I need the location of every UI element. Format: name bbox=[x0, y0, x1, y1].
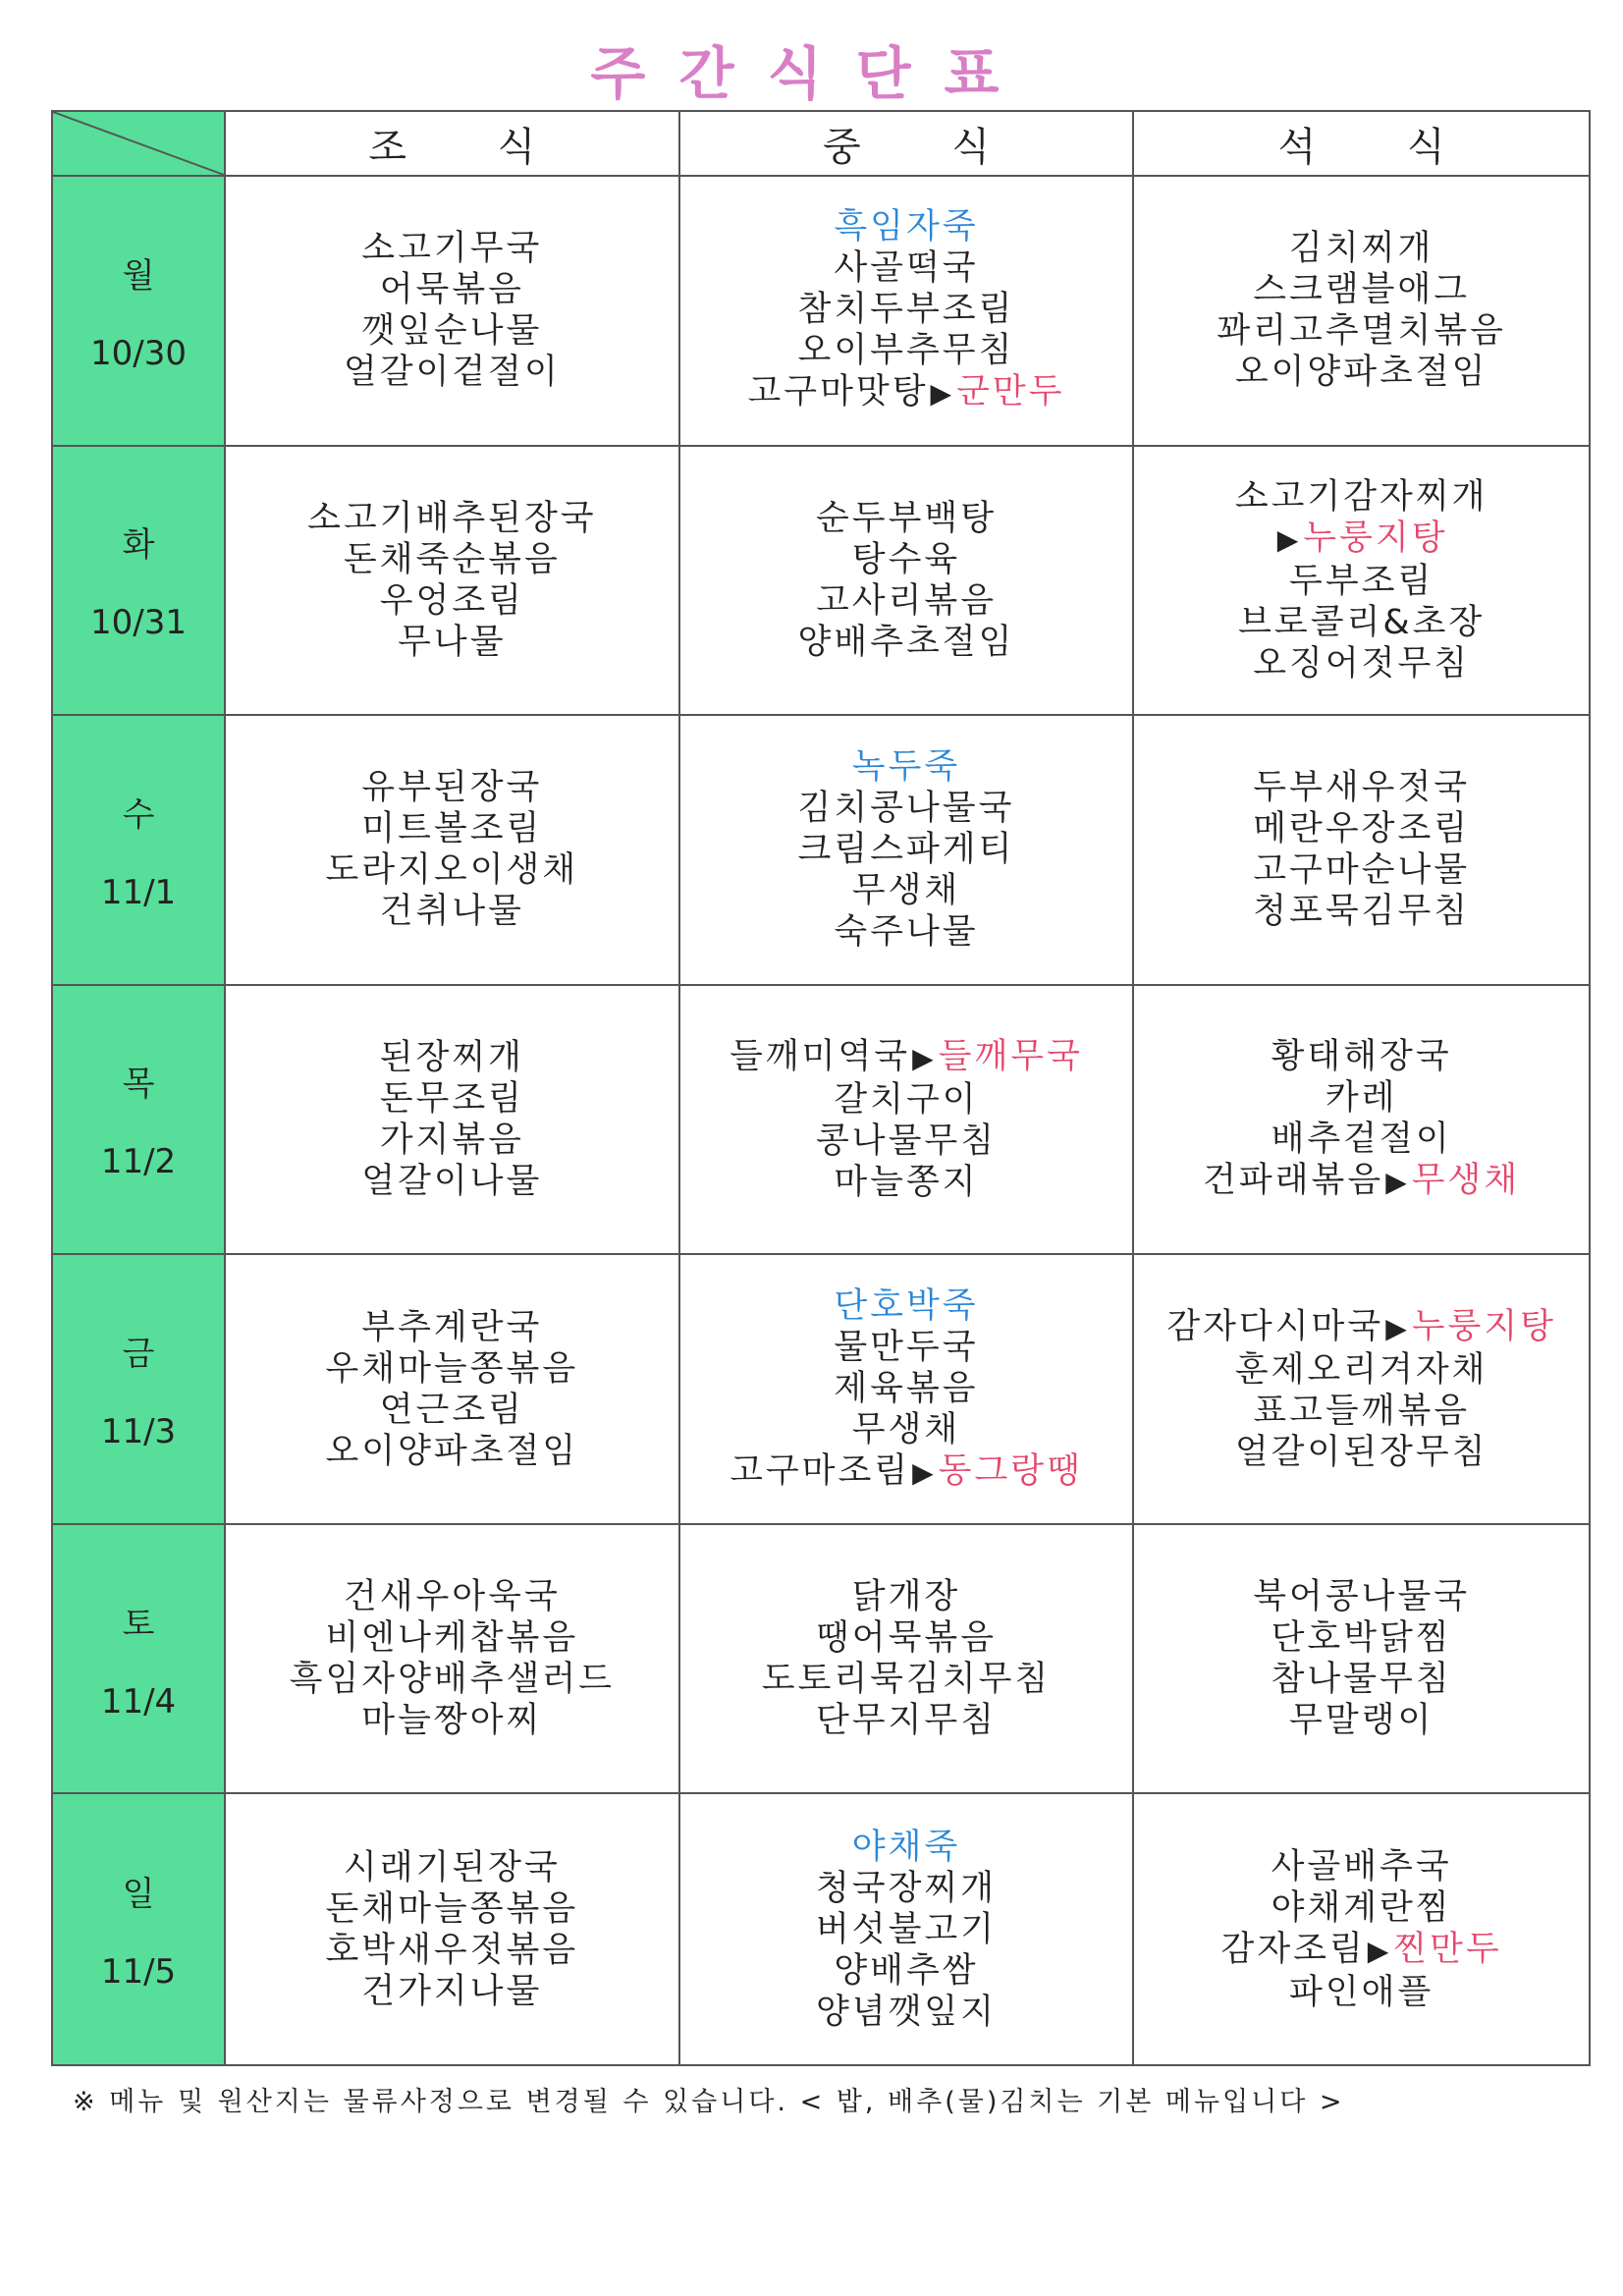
day-date: 10/31 bbox=[90, 603, 187, 643]
menu-item bbox=[834, 1285, 978, 1327]
menu-item-name: 도라지오이생채 bbox=[325, 850, 579, 891]
menu-item bbox=[361, 1307, 542, 1348]
play-arrow-icon: ▶ bbox=[930, 377, 955, 410]
menu-item bbox=[325, 1617, 578, 1659]
menu-item-name: 카레 bbox=[1325, 1077, 1398, 1118]
lunch-cell bbox=[680, 1255, 1135, 1525]
menu-item-name: 청국장찌개 bbox=[815, 1868, 998, 1908]
menu-item bbox=[1217, 310, 1505, 352]
day-cell bbox=[53, 986, 226, 1256]
menu-item bbox=[834, 247, 978, 289]
menu-item-name: 꽈리고추멸치볶음 bbox=[1217, 311, 1506, 352]
menu-item bbox=[380, 1390, 524, 1431]
menu-item bbox=[398, 622, 506, 663]
menu-item bbox=[1238, 602, 1485, 643]
menu-item-alternative: 군만두 bbox=[956, 372, 1065, 412]
menu-item-name: 김치콩나물국 bbox=[797, 789, 1015, 829]
menu-item-name: 얼갈이나물 bbox=[361, 1161, 543, 1201]
breakfast-cell bbox=[226, 716, 680, 986]
menu-item bbox=[1289, 1700, 1434, 1741]
menu-item-name: 시래기된장국 bbox=[343, 1847, 561, 1887]
menu-item bbox=[798, 330, 1015, 371]
menu-item bbox=[361, 1700, 542, 1741]
menu-item bbox=[325, 1930, 578, 1971]
header-dinner: 석 식 bbox=[1134, 112, 1589, 177]
menu-item-name: 파인애플 bbox=[1289, 1972, 1434, 2012]
menu-item bbox=[1235, 352, 1488, 393]
dinner-cell bbox=[1134, 1255, 1589, 1525]
menu-item bbox=[344, 1576, 561, 1617]
menu-item bbox=[852, 539, 960, 580]
menu-item bbox=[1271, 1617, 1452, 1659]
menu-item-name: 사골떡국 bbox=[834, 248, 979, 289]
menu-item bbox=[325, 1348, 578, 1390]
menu-item-name: 두부조림 bbox=[1289, 561, 1434, 601]
menu-item-name: 참나물무침 bbox=[1271, 1660, 1452, 1700]
day-name: 목 bbox=[122, 1065, 155, 1105]
day-date: 10/30 bbox=[90, 333, 187, 373]
menu-item-alternative: 들깨무국 bbox=[938, 1036, 1083, 1076]
menu-item bbox=[798, 622, 1015, 663]
lunch-cell bbox=[680, 447, 1135, 717]
menu-item-name: 표고들깨볶음 bbox=[1253, 1391, 1471, 1431]
menu-item bbox=[834, 1079, 978, 1121]
menu-item-name: 브로콜리&초장 bbox=[1238, 602, 1486, 642]
play-arrow-icon: ▶ bbox=[912, 1455, 937, 1489]
menu-item-name: 건가지나물 bbox=[361, 1971, 543, 2011]
menu-item-name: 고사리볶음 bbox=[815, 580, 998, 621]
menu-item bbox=[1235, 476, 1488, 518]
menu-item-name: 흑임자죽 bbox=[834, 207, 979, 247]
menu-item-name: 깻잎순나물 bbox=[361, 311, 543, 352]
day-cell bbox=[53, 1525, 226, 1795]
menu-item bbox=[852, 1576, 960, 1617]
menu-item-name: 오이양파초절임 bbox=[1234, 353, 1488, 393]
menu-item bbox=[1235, 1349, 1488, 1391]
breakfast-cell bbox=[226, 1255, 680, 1525]
menu-item bbox=[816, 1121, 997, 1162]
day-name: 토 bbox=[122, 1604, 155, 1644]
menu-item-name: 비엔나케찹볶음 bbox=[325, 1618, 579, 1659]
dinner-cell bbox=[1134, 177, 1589, 447]
menu-item-name: 순두부백탕 bbox=[815, 498, 998, 538]
menu-item bbox=[1271, 1887, 1452, 1929]
menu-item-name: 버섯불고기 bbox=[815, 1909, 998, 1949]
menu-item bbox=[816, 1617, 997, 1659]
menu-item-name: 부추계란국 bbox=[361, 1307, 543, 1347]
menu-item-name: 메란우장조림 bbox=[1253, 809, 1471, 849]
day-cell bbox=[53, 177, 226, 447]
menu-item-name: 북어콩나물국 bbox=[1253, 1577, 1471, 1617]
menu-item bbox=[361, 1161, 542, 1202]
menu-item bbox=[816, 1868, 997, 1909]
menu-item-name: 들깨미역국 bbox=[730, 1036, 911, 1076]
menu-item-name: 콩나물무침 bbox=[815, 1121, 998, 1161]
menu-item-name: 건취나물 bbox=[379, 892, 524, 932]
menu-item-alternative: 동그랑땡 bbox=[938, 1450, 1083, 1491]
menu-item bbox=[852, 1827, 960, 1868]
menu-item-name: 땡어묵볶음 bbox=[815, 1618, 998, 1659]
menu-item bbox=[1253, 269, 1470, 310]
menu-item-name: 청포묵김무침 bbox=[1253, 892, 1471, 932]
menu-item bbox=[852, 870, 960, 911]
menu-item-name: 호박새우젓볶음 bbox=[325, 1930, 579, 1970]
menu-item bbox=[834, 206, 978, 247]
menu-item-name: 제육볶음 bbox=[834, 1368, 979, 1408]
lunch-cell bbox=[680, 1794, 1135, 2064]
menu-item-name: 고구마조림 bbox=[730, 1450, 911, 1491]
breakfast-cell bbox=[226, 447, 680, 717]
menu-item bbox=[361, 767, 542, 808]
menu-item-name: 훈제오리겨자채 bbox=[1234, 1349, 1488, 1390]
menu-item bbox=[344, 352, 561, 393]
breakfast-cell bbox=[226, 986, 680, 1256]
menu-item bbox=[834, 1368, 978, 1409]
menu-item bbox=[730, 1450, 1083, 1494]
day-name: 수 bbox=[122, 794, 155, 835]
menu-item bbox=[325, 1431, 578, 1472]
lunch-cell bbox=[680, 986, 1135, 1256]
menu-item-name: 사골배추국 bbox=[1271, 1846, 1452, 1886]
menu-item-name: 스크램블애그 bbox=[1253, 270, 1471, 310]
play-arrow-icon: ▶ bbox=[1385, 1311, 1410, 1344]
menu-item bbox=[1289, 561, 1434, 602]
menu-item bbox=[380, 1078, 524, 1120]
menu-item bbox=[361, 228, 542, 269]
menu-item-name: 도토리묵김치무침 bbox=[761, 1660, 1052, 1700]
menu-item-alternative: 누룽지탕 bbox=[1303, 518, 1448, 558]
day-name: 금 bbox=[122, 1335, 155, 1375]
menu-item-name: 돈채마늘쫑볶음 bbox=[325, 1888, 579, 1929]
menu-item bbox=[1289, 1972, 1434, 2013]
lunch-cell bbox=[680, 716, 1135, 986]
day-cell bbox=[53, 1794, 226, 2064]
menu-item-name: 단호박죽 bbox=[834, 1285, 979, 1326]
menu-item-name: 건파래볶음 bbox=[1203, 1160, 1384, 1200]
menu-item bbox=[834, 1162, 978, 1203]
menu-item-name: 돈무조림 bbox=[379, 1078, 524, 1119]
menu-item bbox=[380, 580, 524, 622]
menu-item-name: 소고기감자찌개 bbox=[1234, 476, 1488, 517]
menu-item-name: 돈채죽순볶음 bbox=[343, 539, 561, 579]
menu-item bbox=[834, 1327, 978, 1368]
menu-item bbox=[1203, 1160, 1520, 1203]
menu-item bbox=[834, 911, 978, 953]
menu-item-name: 녹두죽 bbox=[851, 747, 961, 788]
menu-item bbox=[1271, 1119, 1452, 1160]
lunch-cell bbox=[680, 177, 1135, 447]
menu-item-name: 유부된장국 bbox=[361, 768, 543, 808]
menu-item-name: 감자조림 bbox=[1220, 1929, 1366, 1969]
play-arrow-icon: ▶ bbox=[1367, 1934, 1392, 1967]
diagonal-line-icon bbox=[53, 112, 224, 175]
menu-item-name: 무나물 bbox=[398, 622, 507, 662]
menu-item-name: 야채계란찜 bbox=[1271, 1887, 1452, 1928]
menu-item-name: 감자다시마국 bbox=[1166, 1306, 1384, 1346]
day-cell bbox=[53, 447, 226, 717]
menu-item-name: 단무지무침 bbox=[815, 1701, 998, 1741]
day-cell bbox=[53, 716, 226, 986]
menu-item-name: 숙주나물 bbox=[834, 912, 979, 953]
day-date: 11/1 bbox=[100, 872, 177, 912]
dinner-cell bbox=[1134, 716, 1589, 986]
menu-item-name: 오이양파초절임 bbox=[325, 1431, 579, 1471]
menu-item bbox=[1271, 1659, 1452, 1700]
menu-item-name: 갈치구이 bbox=[834, 1079, 979, 1120]
menu-item bbox=[380, 1037, 524, 1078]
menu-item-name: 배추겉절이 bbox=[1271, 1119, 1452, 1159]
menu-item bbox=[1289, 228, 1434, 269]
menu-item-name: 무생채 bbox=[851, 1409, 961, 1449]
menu-item bbox=[816, 498, 997, 539]
menu-item-name: 얼갈이된장무침 bbox=[1234, 1432, 1488, 1472]
menu-item-name: 소고기배추된장국 bbox=[307, 498, 597, 538]
menu-item bbox=[1253, 767, 1470, 808]
menu-item bbox=[798, 829, 1015, 870]
menu-item bbox=[1275, 518, 1448, 561]
menu-item bbox=[1325, 1077, 1398, 1119]
menu-item-name: 닭개장 bbox=[851, 1577, 961, 1617]
menu-item-name: 건새우아욱국 bbox=[343, 1577, 561, 1617]
day-cell bbox=[53, 1255, 226, 1525]
menu-item bbox=[380, 891, 524, 932]
menu-item-name: 단호박닭찜 bbox=[1271, 1618, 1452, 1659]
dinner-cell bbox=[1134, 1525, 1589, 1795]
menu-item-name: 고구마순나물 bbox=[1253, 850, 1471, 891]
menu-item-name: 소고기무국 bbox=[361, 229, 543, 269]
weekly-menu-table bbox=[51, 110, 1591, 2066]
table-corner bbox=[53, 112, 226, 177]
menu-item bbox=[1235, 1432, 1488, 1473]
menu-item bbox=[1166, 1306, 1556, 1349]
menu-item-name: 마늘쫑지 bbox=[834, 1162, 979, 1202]
menu-item bbox=[1271, 1846, 1452, 1887]
play-arrow-icon: ▶ bbox=[1276, 522, 1302, 556]
menu-item bbox=[380, 269, 524, 310]
breakfast-cell bbox=[226, 1525, 680, 1795]
menu-item-name: 가지볶음 bbox=[379, 1120, 524, 1160]
breakfast-cell bbox=[226, 1794, 680, 2064]
menu-item-name: 오징어젓무침 bbox=[1253, 643, 1471, 683]
menu-item-name: 얼갈이겉절이 bbox=[343, 353, 561, 393]
dinner-cell bbox=[1134, 1794, 1589, 2064]
menu-item bbox=[344, 1847, 561, 1888]
menu-item-name: 흑임자양배추샐러드 bbox=[289, 1660, 615, 1700]
day-name: 일 bbox=[122, 1875, 155, 1915]
menu-item bbox=[816, 1700, 997, 1741]
day-name: 화 bbox=[122, 525, 155, 566]
menu-item bbox=[852, 1409, 960, 1450]
menu-item bbox=[798, 788, 1015, 829]
day-name: 월 bbox=[122, 255, 155, 296]
dinner-cell bbox=[1134, 986, 1589, 1256]
menu-item bbox=[730, 1036, 1083, 1079]
breakfast-cell bbox=[226, 177, 680, 447]
menu-item-name: 무생채 bbox=[851, 871, 961, 911]
menu-item-name: 탕수육 bbox=[851, 539, 961, 579]
menu-item-name: 양념깻잎지 bbox=[815, 1992, 998, 2032]
menu-item bbox=[852, 746, 960, 788]
menu-item-name: 연근조림 bbox=[379, 1390, 524, 1430]
menu-item-name: 어묵볶음 bbox=[379, 270, 524, 310]
menu-item bbox=[325, 1888, 578, 1930]
menu-item-name: 양배추초절임 bbox=[797, 622, 1015, 662]
menu-item-name: 참치두부조림 bbox=[797, 290, 1015, 330]
menu-item bbox=[1253, 643, 1470, 684]
day-date: 11/2 bbox=[100, 1142, 177, 1182]
menu-item bbox=[307, 498, 596, 539]
menu-item-name: 마늘짱아찌 bbox=[361, 1701, 543, 1741]
header-lunch: 중 식 bbox=[680, 112, 1135, 177]
menu-item bbox=[816, 1992, 997, 2033]
play-arrow-icon: ▶ bbox=[912, 1041, 937, 1074]
menu-item bbox=[1253, 891, 1470, 932]
menu-item-name: 야채죽 bbox=[851, 1827, 961, 1867]
menu-item-alternative: 누룽지탕 bbox=[1411, 1306, 1556, 1346]
menu-item-name: 물만두국 bbox=[834, 1327, 979, 1367]
menu-item-alternative: 무생채 bbox=[1411, 1160, 1521, 1200]
footer-note: ※ 메뉴 및 원산지는 물류사정으로 변경될 수 있습니다. < 밥, 배추(물)김치는 기본 메뉴입니다 > bbox=[73, 2087, 1345, 2117]
menu-item-name: 미트볼조림 bbox=[361, 809, 543, 849]
menu-item bbox=[1253, 1576, 1470, 1617]
menu-item-name: 크림스파게티 bbox=[797, 830, 1015, 870]
page-title: 주간식단표 bbox=[590, 40, 1033, 107]
day-date: 11/4 bbox=[100, 1681, 177, 1722]
menu-item bbox=[762, 1659, 1051, 1700]
menu-item-name: 우엉조림 bbox=[379, 580, 524, 621]
header-breakfast: 조 식 bbox=[226, 112, 680, 177]
menu-item bbox=[1271, 1036, 1452, 1077]
menu-item bbox=[1253, 849, 1470, 891]
menu-item bbox=[361, 310, 542, 352]
menu-item bbox=[325, 849, 578, 891]
menu-item-name: 두부새우젓국 bbox=[1253, 768, 1471, 808]
menu-item bbox=[834, 1950, 978, 1992]
day-date: 11/3 bbox=[100, 1412, 177, 1452]
menu-item bbox=[344, 539, 561, 580]
menu-item bbox=[361, 1971, 542, 2012]
day-date: 11/5 bbox=[100, 1952, 177, 1993]
menu-item-name: 황태해장국 bbox=[1271, 1036, 1452, 1076]
menu-item-name: 고구마맛탕 bbox=[747, 372, 929, 412]
menu-item bbox=[816, 1909, 997, 1950]
menu-item-name: 김치찌개 bbox=[1289, 229, 1434, 269]
lunch-cell bbox=[680, 1525, 1135, 1795]
menu-item-name: 된장찌개 bbox=[379, 1037, 524, 1077]
menu-item bbox=[1253, 808, 1470, 849]
play-arrow-icon: ▶ bbox=[1385, 1165, 1410, 1198]
menu-item bbox=[361, 808, 542, 849]
menu-item bbox=[816, 580, 997, 622]
menu-item-alternative: 찐만두 bbox=[1393, 1929, 1502, 1969]
menu-item-name: 무말랭이 bbox=[1289, 1701, 1434, 1741]
menu-item bbox=[380, 1120, 524, 1161]
menu-item-name: 우채마늘쫑볶음 bbox=[325, 1348, 579, 1389]
menu-item-name: 오이부추무침 bbox=[797, 331, 1015, 371]
menu-item bbox=[1253, 1391, 1470, 1432]
menu-item bbox=[1221, 1929, 1502, 1972]
menu-item bbox=[747, 371, 1064, 414]
dinner-cell bbox=[1134, 447, 1589, 717]
menu-item bbox=[798, 289, 1015, 330]
menu-item-name: 양배추쌈 bbox=[834, 1950, 979, 1991]
menu-item bbox=[290, 1659, 615, 1700]
